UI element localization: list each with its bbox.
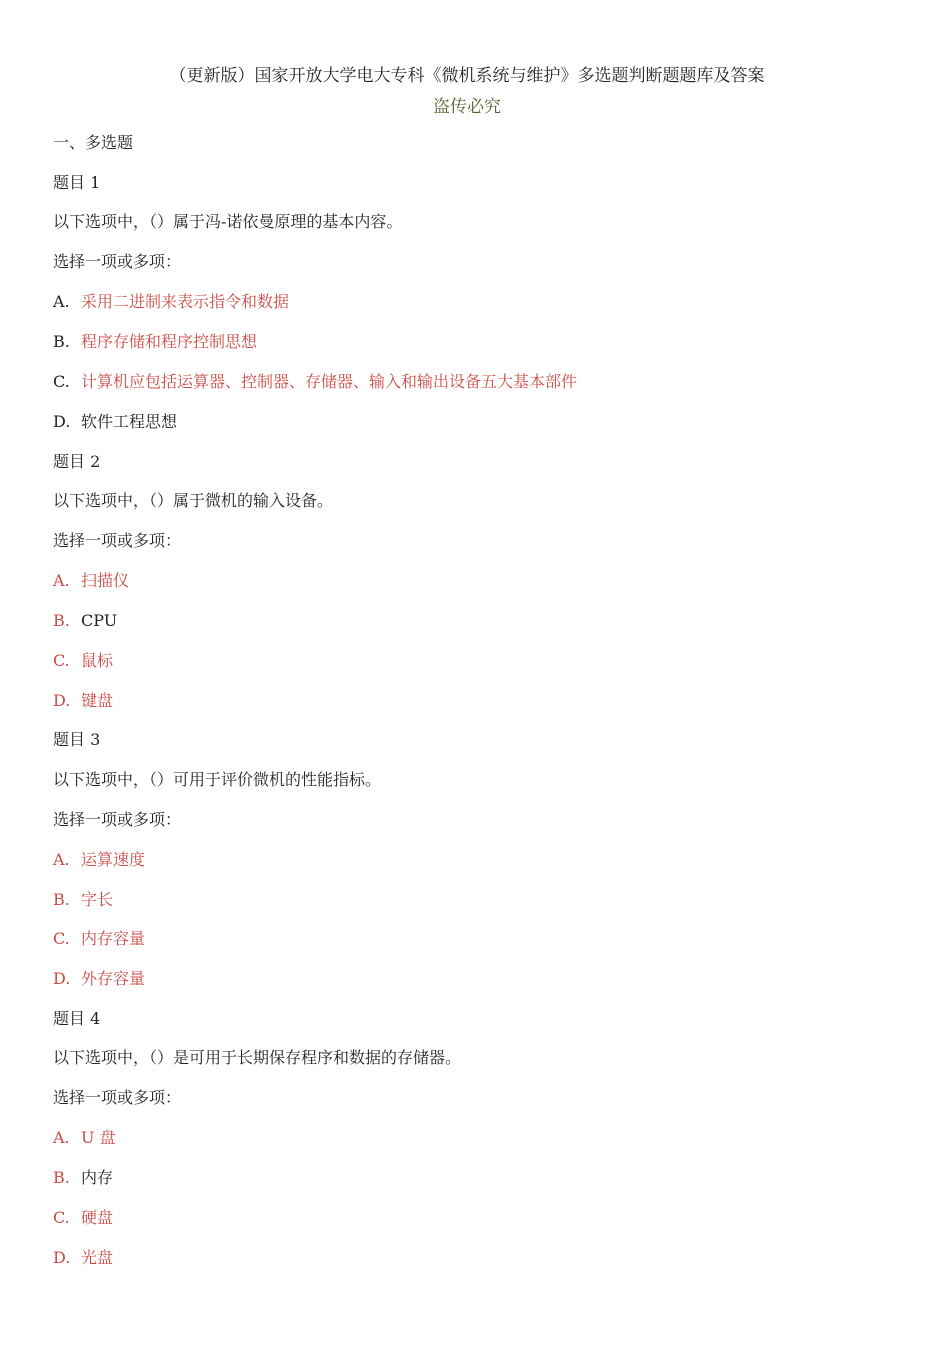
- option-text: 硬盘: [81, 1208, 114, 1227]
- prompt-label-1: 选择一项或多项：: [53, 252, 182, 271]
- option-letter: D.: [53, 969, 71, 988]
- option-letter: B.: [53, 890, 70, 909]
- prompt-label-4: 选择一项或多项：: [53, 1088, 182, 1107]
- option-q3-a: [53, 849, 145, 871]
- question-heading-2: 题目 2: [53, 452, 101, 471]
- option-q1-c: [53, 371, 577, 393]
- option-text: 字长: [81, 890, 114, 909]
- option-text: 程序存储和程序控制思想: [81, 332, 258, 351]
- option-text: 扫描仪: [81, 571, 130, 590]
- question-heading-1: 题目 1: [53, 173, 101, 192]
- option-q4-b: [53, 1167, 113, 1189]
- option-letter: A.: [53, 292, 70, 311]
- option-letter: A.: [53, 1128, 70, 1147]
- option-text: 外存容量: [81, 969, 146, 988]
- option-q1-d: [53, 411, 177, 433]
- option-q2-c: [53, 650, 113, 672]
- option-q4-d: [53, 1247, 113, 1269]
- question-heading-4: 题目 4: [53, 1009, 101, 1028]
- option-text: U 盘: [81, 1128, 116, 1147]
- option-q1-a: [53, 291, 289, 313]
- option-letter: A.: [53, 571, 70, 590]
- option-letter: C.: [53, 929, 70, 948]
- option-letter: B.: [53, 1168, 70, 1187]
- option-letter: C.: [53, 651, 70, 670]
- option-text: 运算速度: [81, 850, 146, 869]
- option-text: 键盘: [81, 691, 114, 710]
- option-q1-b: [53, 331, 257, 353]
- option-text: CPU: [81, 611, 118, 630]
- question-text-3: 以下选项中，（）可用于评价微机的性能指标。: [53, 770, 382, 789]
- option-text: 软件工程思想: [81, 412, 178, 431]
- option-letter: C.: [53, 372, 70, 391]
- option-text: 内存容量: [81, 929, 146, 948]
- question-heading-3: 题目 3: [53, 730, 101, 749]
- option-q3-c: [53, 928, 145, 950]
- option-letter: D.: [53, 1248, 71, 1267]
- option-q2-a: [53, 570, 129, 592]
- option-q3-d: [53, 968, 145, 990]
- option-text: 内存: [81, 1168, 114, 1187]
- option-text: 计算机应包括运算器、控制器、存储器、输入和输出设备五大基本部件: [81, 372, 578, 391]
- question-text-2: 以下选项中，（）属于微机的输入设备。: [53, 491, 334, 510]
- prompt-label-3: 选择一项或多项：: [53, 810, 182, 829]
- option-letter: C.: [53, 1208, 70, 1227]
- option-letter: B.: [53, 611, 70, 630]
- option-letter: D.: [53, 412, 71, 431]
- option-text: 光盘: [81, 1248, 114, 1267]
- question-text-1: 以下选项中，（）属于冯-诺依曼原理的基本内容。: [53, 212, 403, 231]
- option-text: 采用二进制来表示指令和数据: [81, 292, 290, 311]
- document-subtitle: 盗传必究: [433, 97, 501, 117]
- document-title: （更新版）国家开放大学电大专科《微机系统与维护》多选题判断题题库及答案: [169, 66, 765, 86]
- option-letter: A.: [53, 850, 70, 869]
- option-letter: B.: [53, 332, 70, 351]
- option-q4-c: [53, 1207, 113, 1229]
- option-q2-d: [53, 690, 113, 712]
- option-letter: D.: [53, 691, 71, 710]
- option-text: 鼠标: [81, 651, 114, 670]
- section-heading: 一、多选题: [53, 133, 134, 152]
- option-q2-b: [53, 610, 117, 632]
- option-q3-b: [53, 889, 113, 911]
- option-q4-a: [53, 1127, 116, 1149]
- question-text-4: 以下选项中，（）是可用于长期保存程序和数据的存储器。: [53, 1048, 462, 1067]
- prompt-label-2: 选择一项或多项：: [53, 531, 182, 550]
